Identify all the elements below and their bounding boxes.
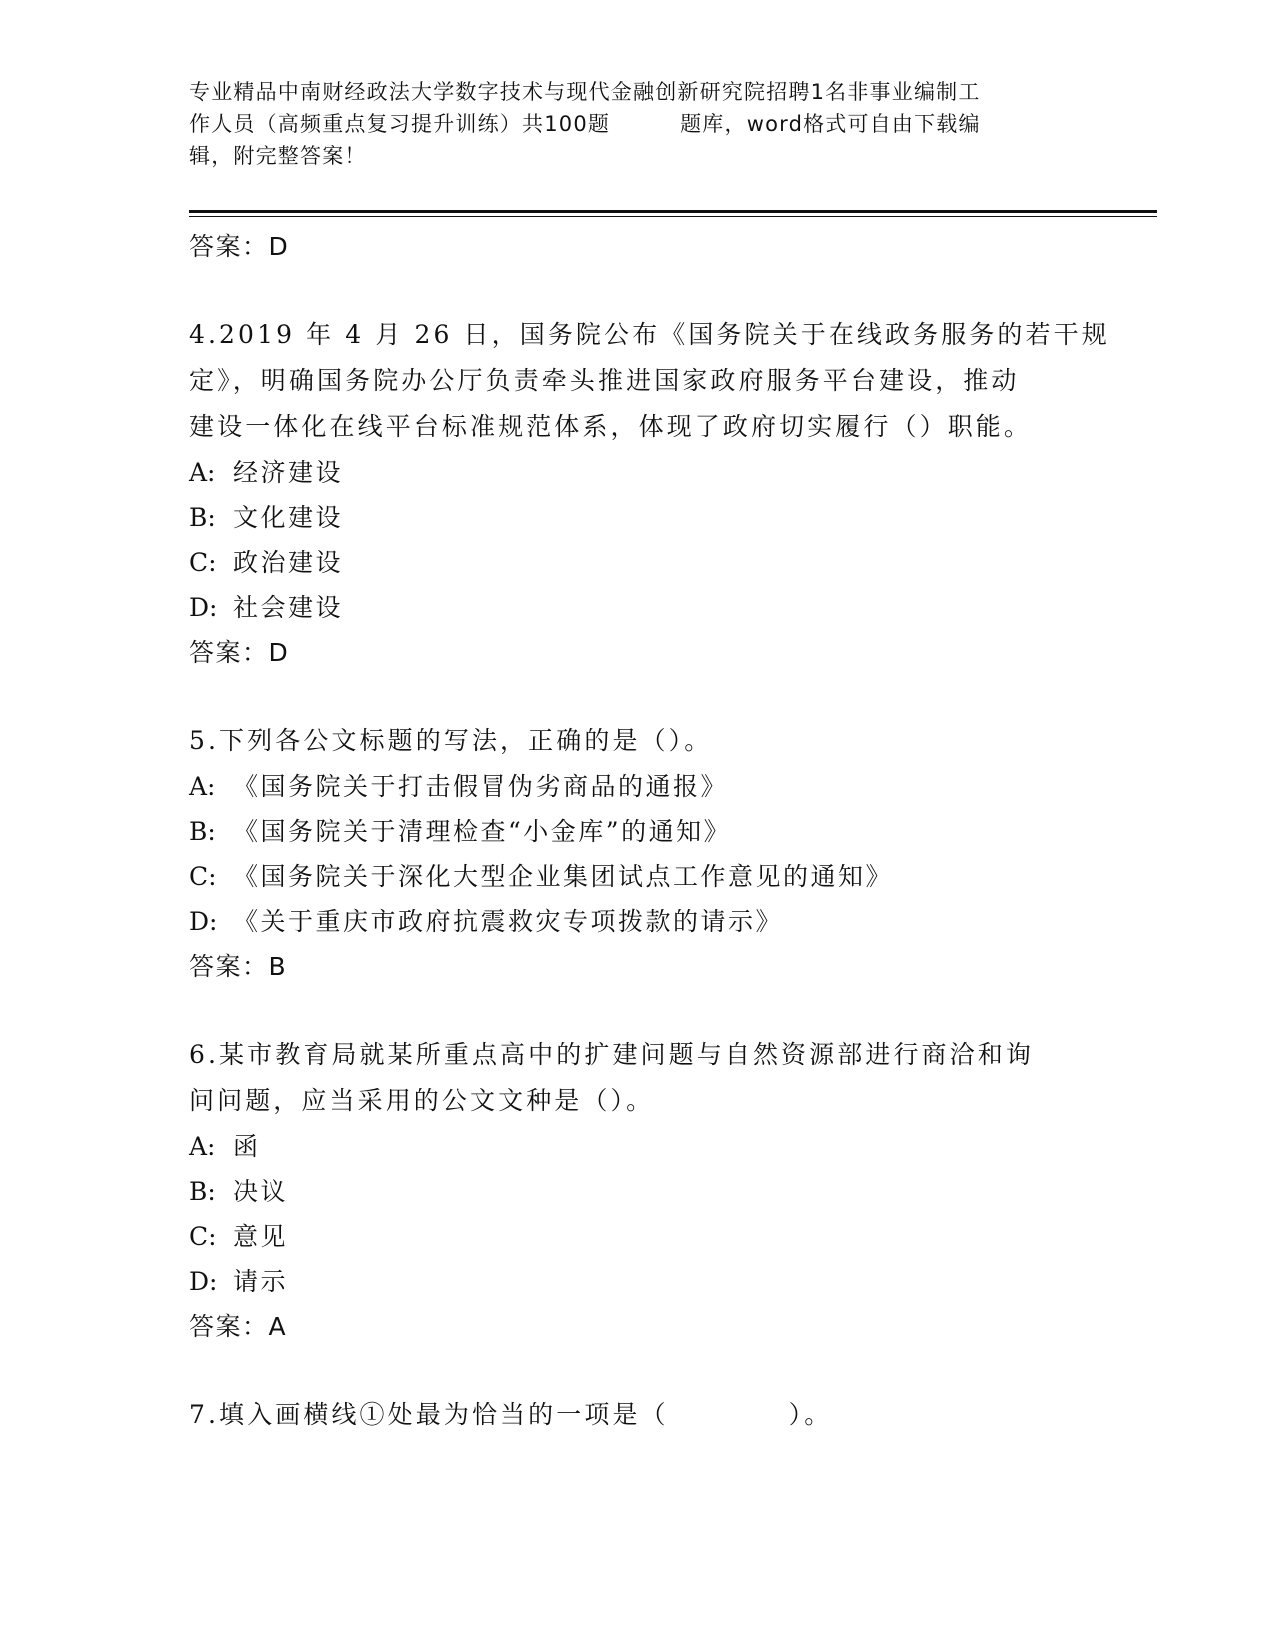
answer-label: 答案： [189, 1312, 269, 1341]
header-divider-thick [189, 210, 1157, 213]
option-letter: B: [189, 503, 216, 532]
option-b [189, 1169, 1149, 1214]
option-text: 《国务院关于打击假冒伪劣商品的通报》 [233, 772, 729, 801]
header-divider-thin [189, 216, 1157, 217]
question-text-line: 定》，明确国务院办公厅负责牵头推进国家政府服务平台建设，推动 [189, 366, 1020, 395]
option-d [189, 899, 1149, 944]
option-a [189, 1124, 1149, 1169]
question-5 [189, 718, 1149, 990]
answer-label: 答案： [189, 952, 269, 981]
question-text-line [189, 1392, 1149, 1438]
question-text-line: 6.某市教育局就某所重点高中的扩建问题与自然资源部进行商洽和询 [189, 1040, 1034, 1069]
header-line-2 [189, 108, 1089, 140]
question-text-line: 建设一体化在线平台标准规范体系，体现了政府切实履行（）职能。 [189, 412, 1033, 441]
answer-label: 答案： [189, 232, 269, 261]
answer-line [189, 944, 1149, 990]
option-text: 社会建设 [233, 593, 344, 622]
option-d [189, 585, 1149, 630]
option-text: 经济建设 [233, 458, 344, 487]
question-text [189, 1392, 1149, 1438]
question-text [189, 1032, 1149, 1124]
header-line-2-part-2: 题库，word格式可自由下载编 [680, 112, 981, 136]
question-list [189, 224, 1149, 1438]
question-text [189, 718, 1149, 764]
option-text: 《国务院关于清理检查“小金库”的通知》 [233, 817, 732, 846]
option-c [189, 1214, 1149, 1259]
option-b [189, 495, 1149, 540]
option-letter: A: [189, 1132, 216, 1161]
option-d [189, 1259, 1149, 1304]
answer-line [189, 1304, 1149, 1350]
option-c [189, 854, 1149, 899]
option-text: 《国务院关于深化大型企业集团试点工作意见的通知》 [233, 862, 894, 891]
answer-value: D [268, 638, 290, 667]
option-letter: B: [189, 1177, 216, 1206]
answer-label: 答案： [189, 638, 269, 667]
option-b [189, 809, 1149, 854]
question-6 [189, 1032, 1149, 1350]
answer-value: B [268, 952, 288, 981]
option-text: 决议 [233, 1177, 289, 1206]
header-line-3: 辑，附完整答案！ [189, 144, 367, 168]
option-text: 函 [233, 1132, 261, 1161]
option-text: 政治建设 [233, 548, 344, 577]
option-a [189, 450, 1149, 495]
question-text-line: 5.下列各公文标题的写法，正确的是（）。 [189, 726, 713, 755]
answer-line [189, 224, 1149, 270]
option-letter: D: [189, 907, 218, 936]
option-letter: B: [189, 817, 216, 846]
header-line-2-part-1: 作人员（高频重点复习提升训练）共100题 [189, 112, 611, 136]
document-header [189, 76, 1089, 172]
question-text-part-2: ）。 [788, 1400, 833, 1429]
header-line-1: 专业精品中南财经政法大学数字技术与现代金融创新研究院招聘1名非事业编制工 [189, 80, 981, 104]
option-c [189, 540, 1149, 585]
question-text-line: 问问题，应当采用的公文文种是（）。 [189, 1086, 655, 1115]
answer-value: D [268, 232, 290, 261]
option-text: 意见 [233, 1222, 289, 1251]
option-text: 文化建设 [233, 503, 344, 532]
option-a [189, 764, 1149, 809]
option-letter: C: [189, 862, 217, 891]
question-text [189, 312, 1149, 450]
answer-value: A [268, 1312, 288, 1341]
option-letter: D: [189, 1267, 218, 1296]
option-text: 《关于重庆市政府抗震救灾专项拨款的请示》 [233, 907, 784, 936]
question-4 [189, 312, 1149, 676]
question-text-line: 4.2019 年 4 月 26 日，国务院公布《国务院关于在线政务服务的若干规 [189, 320, 1110, 349]
option-letter: A: [189, 458, 216, 487]
answer-line [189, 630, 1149, 676]
question-7 [189, 1392, 1149, 1438]
option-letter: A: [189, 772, 216, 801]
option-letter: D: [189, 593, 218, 622]
question-text-part-1: 7.填入画横线①处最为恰当的一项是（ [189, 1400, 669, 1429]
option-letter: C: [189, 1222, 217, 1251]
option-letter: C: [189, 548, 217, 577]
option-text: 请示 [233, 1267, 289, 1296]
